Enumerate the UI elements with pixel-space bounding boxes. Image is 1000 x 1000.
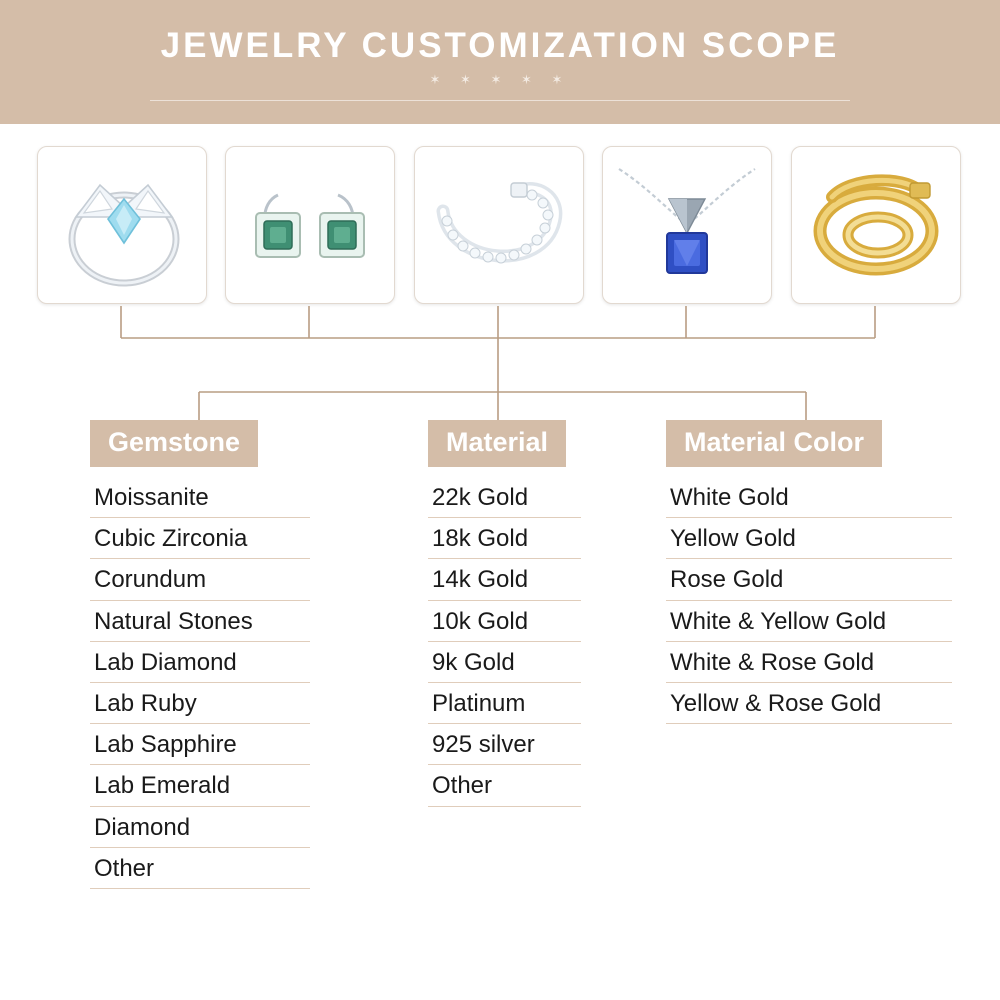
- attribute-columns: [0, 420, 1000, 1000]
- necklace-icon: [603, 147, 771, 303]
- gold-chain-icon: [792, 147, 960, 303]
- list-item[interactable]: Moissanite: [90, 477, 310, 518]
- material-color-option-list: [666, 477, 946, 724]
- bracelet-icon: [415, 147, 583, 303]
- column-material: [428, 420, 628, 807]
- column-gemstone: [90, 420, 310, 889]
- list-item[interactable]: White & Rose Gold: [666, 642, 952, 683]
- column-title-gemstone: Gemstone: [90, 420, 258, 467]
- page-header: [0, 0, 1000, 124]
- product-card-ring[interactable]: [37, 146, 207, 304]
- list-item[interactable]: Lab Sapphire: [90, 724, 310, 765]
- list-item[interactable]: 10k Gold: [428, 601, 581, 642]
- product-card-necklace[interactable]: [602, 146, 772, 304]
- list-item[interactable]: Diamond: [90, 807, 310, 848]
- list-item[interactable]: 14k Gold: [428, 559, 581, 600]
- product-card-earrings[interactable]: [225, 146, 395, 304]
- list-item[interactable]: Platinum: [428, 683, 581, 724]
- product-card-chain[interactable]: [791, 146, 961, 304]
- column-title-material: Material: [428, 420, 566, 467]
- star-divider-icon: ✶ ✶ ✶ ✶ ✶: [429, 72, 571, 87]
- list-item[interactable]: Yellow & Rose Gold: [666, 683, 952, 724]
- column-title-material-color: Material Color: [666, 420, 882, 467]
- list-item[interactable]: 18k Gold: [428, 518, 581, 559]
- list-item[interactable]: White & Yellow Gold: [666, 601, 952, 642]
- product-card-row: [0, 146, 1000, 306]
- page-title: JEWELRY CUSTOMIZATION SCOPE: [160, 26, 840, 65]
- list-item[interactable]: 22k Gold: [428, 477, 581, 518]
- list-item[interactable]: 925 silver: [428, 724, 581, 765]
- list-item[interactable]: Rose Gold: [666, 559, 952, 600]
- list-item[interactable]: Lab Emerald: [90, 765, 310, 806]
- header-divider: [150, 100, 850, 101]
- list-item[interactable]: Natural Stones: [90, 601, 310, 642]
- product-card-bracelet[interactable]: [414, 146, 584, 304]
- list-item[interactable]: Lab Diamond: [90, 642, 310, 683]
- list-item[interactable]: Yellow Gold: [666, 518, 952, 559]
- gemstone-option-list: [90, 477, 310, 889]
- connector-lines: [0, 300, 1000, 430]
- list-item[interactable]: Other: [90, 848, 310, 889]
- list-item[interactable]: White Gold: [666, 477, 952, 518]
- list-item[interactable]: 9k Gold: [428, 642, 581, 683]
- list-item[interactable]: Cubic Zirconia: [90, 518, 310, 559]
- list-item[interactable]: Lab Ruby: [90, 683, 310, 724]
- list-item[interactable]: Other: [428, 765, 581, 806]
- ring-icon: [38, 147, 206, 303]
- column-material-color: [666, 420, 946, 724]
- material-option-list: [428, 477, 628, 807]
- list-item[interactable]: Corundum: [90, 559, 310, 600]
- earrings-icon: [226, 147, 394, 303]
